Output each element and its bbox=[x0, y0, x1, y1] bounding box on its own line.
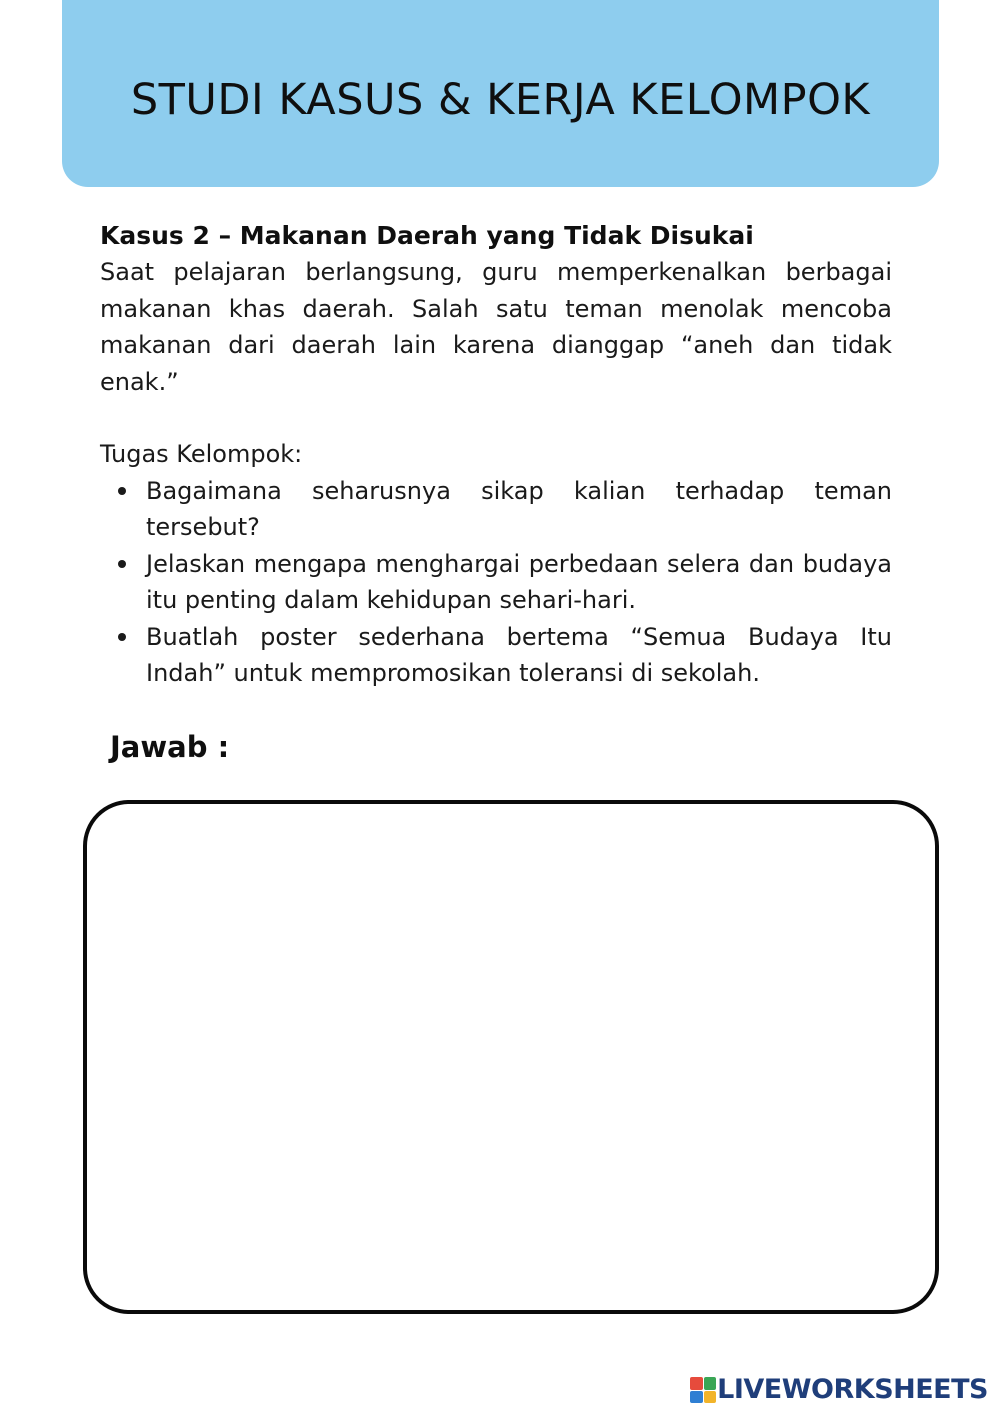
bullet-icon bbox=[118, 560, 126, 568]
brand-text: LIVEWORKSHEETS bbox=[717, 1374, 988, 1405]
task-item bbox=[100, 546, 892, 619]
logo-cell bbox=[690, 1391, 703, 1404]
case-section bbox=[100, 218, 892, 692]
case-description: Saat pelajaran berlangsung, guru memperkenalkan berbagai makanan khas daerah. Salah satu teman menolak mencoba makanan dari daerah lain karena dianggap “aneh dan tidak enak.” bbox=[100, 258, 892, 396]
case-heading: Kasus 2 – Makanan Daerah yang Tidak Disukai bbox=[100, 221, 754, 250]
header-banner bbox=[62, 0, 939, 187]
task-item bbox=[100, 473, 892, 546]
bullet-icon bbox=[118, 487, 126, 495]
page-title: STUDI KASUS & KERJA KELOMPOK bbox=[130, 75, 871, 125]
task-list bbox=[100, 473, 892, 692]
liveworksheets-brand bbox=[690, 1373, 988, 1407]
task-item-text: Bagaimana seharusnya sikap kalian terhadap teman tersebut? bbox=[146, 476, 892, 541]
liveworksheets-logo-icon bbox=[690, 1377, 716, 1403]
task-item-text: Jelaskan mengapa menghargai perbedaan selera dan budaya itu penting dalam kehidupan sehari-hari. bbox=[146, 549, 892, 614]
answer-input-box[interactable] bbox=[83, 800, 939, 1314]
logo-cell bbox=[704, 1377, 717, 1390]
task-item-text: Buatlah poster sederhana bertema “Semua Budaya Itu Indah” untuk mempromosikan toleransi di sekolah. bbox=[146, 622, 892, 687]
answer-label: Jawab : bbox=[110, 730, 230, 764]
task-item bbox=[100, 619, 892, 692]
bullet-icon bbox=[118, 633, 126, 641]
task-label: Tugas Kelompok: bbox=[100, 440, 303, 468]
logo-cell bbox=[704, 1391, 717, 1404]
logo-cell bbox=[690, 1377, 703, 1390]
